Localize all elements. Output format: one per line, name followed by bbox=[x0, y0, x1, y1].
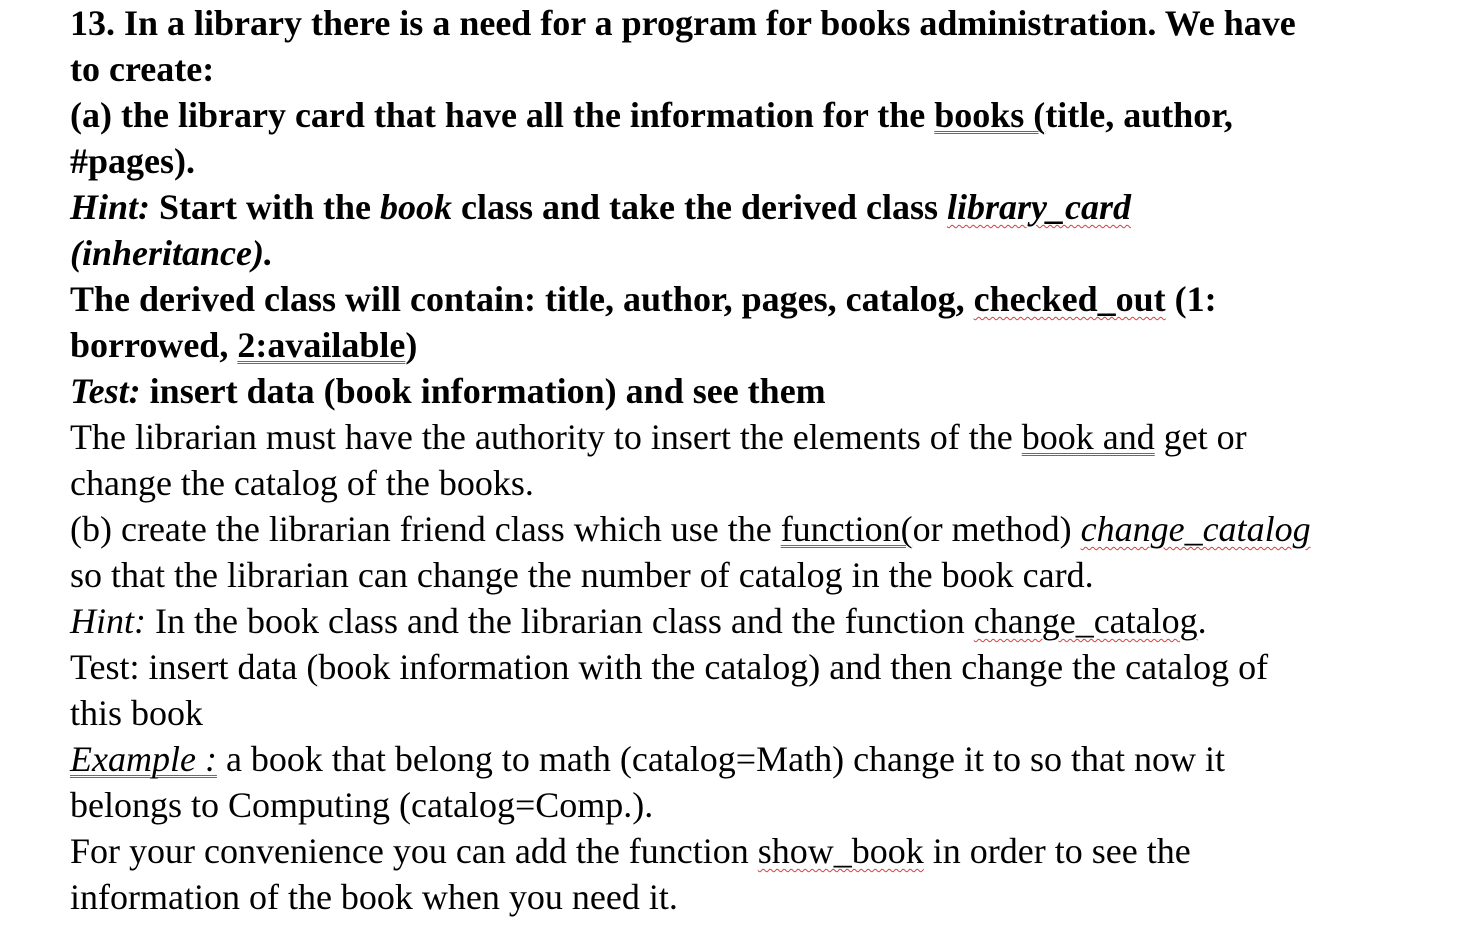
part-b-mid: or method) bbox=[912, 509, 1081, 549]
derived-line-2-end: ) bbox=[405, 325, 418, 365]
part-a bbox=[70, 92, 1450, 138]
test-2-line-1: Test: insert data (book information with the catalog) and then change the catalog of bbox=[70, 647, 1269, 687]
derived-class-desc-cont bbox=[70, 322, 1450, 368]
document-body bbox=[70, 0, 1450, 920]
example-text: a book that belong to math (catalog=Math) change it to so that now it bbox=[216, 739, 1226, 779]
part-b-text: (b) create the librarian friend class which use the bbox=[70, 509, 781, 549]
part-a-text-end: title, author, bbox=[1045, 95, 1233, 135]
hint-1-text-2: class and take the derived class bbox=[452, 187, 947, 227]
book-and-link: book and bbox=[1021, 417, 1155, 457]
derived-class-desc bbox=[70, 276, 1450, 322]
part-b-cont bbox=[70, 552, 1450, 598]
hint-2-label: Hint: bbox=[70, 601, 146, 641]
hint-1-line-2: (inheritance). bbox=[70, 233, 273, 273]
books-link: books ( bbox=[934, 95, 1046, 135]
hint-1-cont bbox=[70, 230, 1450, 276]
question-title bbox=[70, 0, 1450, 46]
example-label: Example : bbox=[70, 739, 217, 779]
hint-1-book: book bbox=[380, 187, 452, 227]
show-book-func: show_book bbox=[757, 831, 924, 871]
question-title-cont bbox=[70, 46, 1450, 92]
librarian-text: The librarian must have the authority to insert the elements of the bbox=[70, 417, 1022, 457]
part-a-line-2: #pages). bbox=[70, 141, 195, 181]
title-line-1: 13. In a library there is a need for a program for books administration. We have bbox=[70, 3, 1296, 43]
part-b-line-2: so that the librarian can change the number of catalog in the book card. bbox=[70, 555, 1094, 595]
librarian-desc bbox=[70, 414, 1450, 460]
change-catalog-func: change_catalog bbox=[1080, 509, 1311, 549]
part-a-text: (a) the library card that have all the information for the bbox=[70, 95, 935, 135]
library-card-class: library_card bbox=[947, 187, 1131, 227]
convenience-note bbox=[70, 828, 1450, 874]
title-line-2: to create: bbox=[70, 49, 215, 89]
available-link: 2:available bbox=[237, 325, 406, 365]
test-1 bbox=[70, 368, 1450, 414]
derived-text-end: (1: bbox=[1165, 279, 1217, 319]
hint-1-label: Hint: bbox=[70, 187, 151, 227]
test-1-text: insert data (book information) and see them bbox=[140, 371, 826, 411]
librarian-text-end: get or bbox=[1154, 417, 1247, 457]
derived-text: The derived class will contain: title, author, pages, catalog, bbox=[70, 279, 974, 319]
derived-line-2: borrowed, bbox=[70, 325, 238, 365]
hint-2-end: . bbox=[1197, 601, 1207, 641]
checked-out-field: checked_out bbox=[973, 279, 1166, 319]
hint-2-text: In the book class and the librarian class and the function bbox=[146, 601, 974, 641]
example-line-2: belongs to Computing (catalog=Comp.). bbox=[70, 785, 654, 825]
conv-text-end: in order to see the bbox=[923, 831, 1191, 871]
function-link: function( bbox=[780, 509, 913, 549]
hint-1-text: Start with the bbox=[150, 187, 380, 227]
convenience-note-cont bbox=[70, 874, 1450, 920]
example bbox=[70, 736, 1450, 782]
hint-2 bbox=[70, 598, 1450, 644]
librarian-desc-cont bbox=[70, 460, 1450, 506]
part-a-cont bbox=[70, 138, 1450, 184]
test-1-label: Test: bbox=[70, 371, 141, 411]
conv-line-2: information of the book when you need it. bbox=[70, 877, 678, 917]
test-2 bbox=[70, 644, 1450, 690]
librarian-line-2: change the catalog of the books. bbox=[70, 463, 534, 503]
hint-2-func: change_catalog bbox=[973, 601, 1198, 641]
example-cont bbox=[70, 782, 1450, 828]
part-b bbox=[70, 506, 1450, 552]
hint-1 bbox=[70, 184, 1450, 230]
conv-text: For your convenience you can add the function bbox=[70, 831, 758, 871]
test-2-line-2: this book bbox=[70, 693, 204, 733]
test-2-cont bbox=[70, 690, 1450, 736]
